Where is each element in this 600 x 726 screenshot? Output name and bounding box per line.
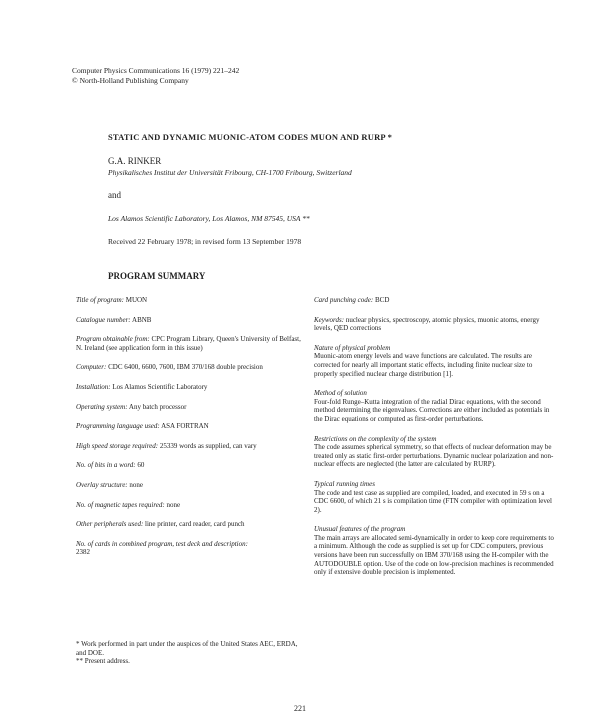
summary-entry [76,481,308,490]
summary-section [314,344,554,378]
summary-entry [76,296,308,305]
entry-label: Installation: [76,382,111,391]
summary-entry [76,422,308,431]
entry-value: none [129,480,144,489]
entry-label: No. of bits in a word: [76,461,136,470]
summary-right-column [314,296,554,588]
entry-value: nuclear physics, spectroscopy, atomic physics, muonic atoms, energy levels, QED corrections [314,315,540,333]
summary-entry [76,520,308,529]
entry-value: 60 [137,461,145,470]
summary-entry [314,316,554,333]
entry-label: Computer: [76,363,107,372]
entry-label: Operating system: [76,402,128,411]
entry-value: Los Alamos Scientific Laboratory [112,382,208,391]
summary-entry [76,403,308,412]
summary-entry [76,383,308,392]
entry-label: No. of cards in combined program, test deck and description: [76,539,248,548]
section-text: The code and test case as supplied are compiled, loaded, and executed in 59 s on a CDC 6600, of which 21 s is compilation time (FTN compiler with optimization level 2). [314,488,552,514]
author-name: G.A. RINKER [108,156,162,166]
entry-value: BCD [374,296,390,304]
entry-label: Keywords: [314,315,345,324]
entry-label: Card punching code: [314,296,374,304]
entry-value: CPC Program Library, Queen's University of Belfast, N. Ireland (see application form in this issue) [76,335,301,352]
program-summary-heading: PROGRAM SUMMARY [108,271,206,281]
entry-label: Catalogue number: [76,315,131,324]
received-date: Received 22 February 1978; in revised form 13 September 1978 [108,237,302,246]
section-heading: Nature of physical problem [314,343,391,352]
entry-value: Any batch processor [128,402,187,411]
entry-value: CDC 6400, 6600, 7600, IBM 370/168 double precision [108,363,263,372]
entry-label: High speed storage required: [76,441,159,450]
summary-entry [76,335,308,352]
author-affiliation-2: Los Alamos Scientific Laboratory, Los Alamos, NM 87545, USA ** [108,214,310,223]
entry-value: 2382 [76,548,90,557]
section-text: Four-fold Runge–Kutta integration of the radial Dirac equations, with the second method determining the eigenvalues. Corrections are either included as potentials in the Dirac equations or computed as first-order perturbations. [314,397,550,423]
entry-label: Programming language used: [76,422,160,431]
summary-left-column [76,296,308,568]
entry-label: Other peripherals used: [76,520,144,529]
footnotes [76,640,306,666]
section-heading: Restrictions on the complexity of the system [314,434,437,443]
summary-section [314,480,554,514]
summary-entry [76,363,308,372]
footnote-2: ** Present address. [76,657,130,666]
footnote-1: * Work performed in part under the auspices of the United States AEC, ERDA, and DOE. [76,640,298,657]
entry-value: ASA FORTRAN [161,422,209,431]
entry-label: No. of magnetic tapes required: [76,500,165,509]
entry-label: Title of program: [76,296,124,304]
summary-entry [76,316,308,325]
section-text: The code assumes spherical symmetry, so that effects of nuclear deformation may be treated only as static first-order perturbations. Dynamic nuclear polarization and non-nuclear effects are neglected (the latter are calculated by RURP). [314,443,554,469]
entry-value: 25339 words as supplied, can vary [159,441,257,450]
summary-section [314,389,554,423]
entry-label: Program obtainable from: [76,335,150,344]
and-connector: and [108,190,121,200]
section-heading: Method of solution [314,389,367,398]
entry-label: Overlay structure: [76,480,128,489]
entry-value: none [166,500,181,509]
section-text: Muonic-atom energy levels and wave functions are calculated. The results are corrected for nearly all important static effects, including finite nuclear size to properly specified nuclear charge distribution [1]. [314,352,533,378]
summary-entry [314,296,554,305]
section-text: The main arrays are allocated semi-dynamically in order to keep core requirements to a minimum. Although the code as supplied is set up for CDC computers, previous versions have been run successfully on IBM 370/168 using the H-compiler with the AUTODOUBLE option. Use of the code on low-precision machines is recommended only if extensive double precision is implemented. [314,533,554,577]
summary-section [314,435,554,469]
journal-citation: Computer Physics Communications 16 (1979) 221–242 [72,66,240,75]
section-heading: Unusual features of the program [314,525,406,534]
summary-entry [76,540,308,557]
summary-entry [76,501,308,510]
article-title: STATIC AND DYNAMIC MUONIC-ATOM CODES MUON AND RURP * [108,132,393,142]
entry-value: line printer, card reader, card punch [145,520,245,529]
summary-section [314,525,554,577]
summary-entry [76,461,308,470]
entry-value: MUON [125,296,148,304]
page-number: 221 [294,704,306,713]
publisher-line: © North-Holland Publishing Company [72,76,189,85]
journal-header [72,66,239,86]
summary-entry [76,442,308,451]
entry-value: ABNB [132,315,152,324]
section-heading: Typical running times [314,479,375,488]
author-affiliation: Physikalisches Institut der Universität Fribourg, CH-1700 Fribourg, Switzerland [108,168,352,177]
